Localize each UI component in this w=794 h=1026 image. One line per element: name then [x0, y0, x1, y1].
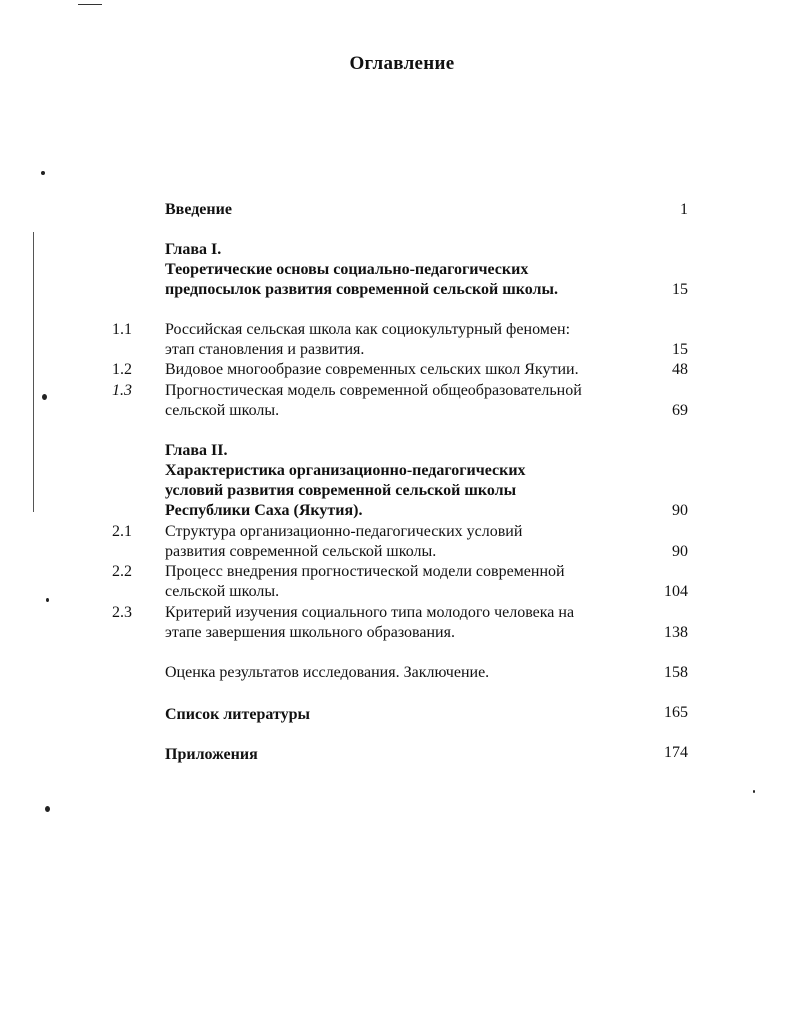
scan-left-margin-line: [33, 232, 34, 512]
section-page: 48: [672, 361, 688, 378]
chapter2-title: Характеристика организационно-педагогических: [165, 462, 526, 479]
section-title: развития современной сельской школы.: [165, 543, 437, 560]
section-page: 90: [672, 543, 688, 560]
section-page: 104: [664, 583, 688, 600]
section-title: Процесс внедрения прогностической модели современной: [165, 563, 565, 580]
toc-intro-label: Введение: [165, 201, 232, 218]
chapter1-title: Теоретические основы социально-педагогических: [165, 261, 529, 278]
chapter2-title: условий развития современной сельской школы: [165, 482, 517, 499]
section-number: 1.1: [112, 321, 132, 338]
section-number: 1.3: [112, 382, 132, 399]
section-number: 1.2: [112, 361, 132, 378]
scan-speck: [45, 806, 50, 812]
scan-top-line: [78, 4, 102, 5]
section-title: сельской школы.: [165, 583, 280, 600]
section-page: 15: [672, 341, 688, 358]
scan-speck: [46, 598, 49, 602]
section-title: этап становления и развития.: [165, 341, 365, 358]
toc-appendices-label: Приложения: [165, 746, 258, 763]
chapter2-heading: Глава II.: [165, 442, 228, 459]
page-title: Оглавление: [349, 53, 455, 74]
toc-appendices-page: 174: [664, 744, 688, 761]
chapter2-title: Республики Саха (Якутия).: [165, 502, 363, 519]
section-page: 138: [664, 624, 688, 641]
chapter1-heading: Глава I.: [165, 241, 222, 258]
toc-conclusion-page: 158: [664, 664, 688, 681]
section-title: Российская сельская школа как социокультурный феномен:: [165, 321, 571, 338]
section-title: сельской школы.: [165, 402, 280, 419]
toc-references-label: Список литературы: [165, 706, 310, 723]
section-title: Структура организационно-педагогических условий: [165, 523, 523, 540]
chapter1-title: предпосылок развития современной сельской школы.: [165, 281, 558, 298]
scan-speck: [41, 171, 45, 175]
section-number: 2.1: [112, 523, 132, 540]
section-number: 2.3: [112, 604, 132, 621]
toc-conclusion-label: Оценка результатов исследования. Заключение.: [165, 664, 490, 681]
section-page: 69: [672, 402, 688, 419]
toc-intro-page: 1: [680, 201, 688, 218]
section-title: Прогностическая модель современной общеобразовательной: [165, 382, 582, 399]
scan-speck: [753, 790, 755, 793]
toc-references-page: 165: [664, 704, 688, 721]
chapter1-page: 15: [672, 281, 688, 298]
section-title: этапе завершения школьного образования.: [165, 624, 455, 641]
scan-speck: [42, 394, 47, 400]
section-title: Критерий изучения социального типа молодого человека на: [165, 604, 575, 621]
section-number: 2.2: [112, 563, 132, 580]
section-title: Видовое многообразие современных сельских школ Якутии.: [165, 361, 579, 378]
chapter2-page: 90: [672, 502, 688, 519]
